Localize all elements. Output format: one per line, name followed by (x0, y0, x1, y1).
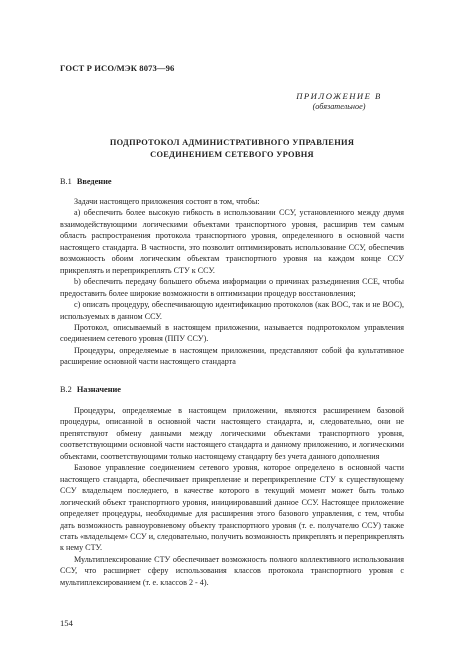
appendix-status: (обязательное) (312, 102, 366, 111)
appendix-label: ПРИЛОЖЕНИЕ В (296, 91, 382, 101)
appendix-heading (274, 91, 404, 111)
paragraph: а) обеспечить более высокую гибкость в использовании ССУ, установленного между двумя взаимодействующими логическими объектами транспортного уровня, расширив тем самым область распространения протокола транспортного уровня, определенного в основной части настоящего стандарта. В частности, это позволит оптимизировать использование ССУ, обеспечив возможность обоим логическим объектам транспортного уровня на каждом конце ССУ прикреплять и переприкреплять СТУ к ССУ. (60, 208, 404, 275)
section-heading-b2 (60, 385, 404, 394)
section-title: Введение (76, 177, 112, 186)
paragraph: b) обеспечить передачу большего объема информации о причинах разъединения ССЕ, чтобы предоставить более широкие возможности в оптимизации процедур восстановления; (60, 277, 404, 298)
page-number: 154 (60, 618, 73, 628)
document-title (60, 137, 404, 161)
paragraph: Процедуры, определяемые в настоящем приложении, являются расширением базовой процедуры, описанной в основной части настоящего стандарта, и, следовательно, они не препятствуют обмену данными между логическими объектами транспортного уровня, соответствующими основной части настоящего стандарта и данному приложению, и логическими объектами, соответствующими только настоящему стандарту без учета данного дополнения (60, 406, 404, 461)
section-body-b2 (60, 405, 404, 588)
paragraph: Базовое управление соединением сетевого уровня, которое определено в основной части настоящего стандарта, обеспечивает прикрепление и переприкрепление СТУ к существующему ССУ владельцем последнего, в качестве которого в текущий момент может быть только логический объект транспортного уровня, инициировавший данное ССУ. Настоящее приложение определяет процедуры, необходимые для расширения этого базового управления, с тем, чтобы дать возможность равноуровневому объекту транспортного уровня (т. е. получателю ССУ) также стать «владельцем» ССУ и, следовательно, получить возможность прикреплять и переприкреплять к нему СТУ. (60, 463, 404, 553)
paragraph: Процедуры, определяемые в настоящем приложении, представляют собой фа культативное расширение основной части настоящего стандарта (60, 345, 404, 367)
paragraph: Протокол, описываемый в настоящем приложении, называется подпротоколом управления соединением сетевого уровня (ППУ ССУ). (60, 322, 404, 344)
section-body-b1 (60, 196, 404, 368)
title-line-2: СОЕДИНЕНИЕМ СЕТЕВОГО УРОВНЯ (150, 150, 314, 159)
title-line-1: ПОДПРОТОКОЛ АДМИНИСТРАТИВНОГО УПРАВЛЕНИЯ (109, 138, 355, 147)
paragraph: Мультиплексирование СТУ обеспечивает возможность полного коллективного использования ССУ, что расширяет сферу использования классов протокола транспортного уровня с мультиплексированием (т. е. классов 2 - 4). (60, 554, 404, 587)
paragraph: Задачи настоящего приложения состоят в том, чтобы: (74, 197, 260, 206)
section-heading-b1 (60, 177, 404, 186)
section-title: Назначение (76, 385, 121, 394)
section-number: В.2 (60, 385, 72, 394)
section-number: В.1 (60, 177, 72, 186)
standard-header: ГОСТ Р ИСО/МЭК 8073—96 (60, 63, 175, 73)
paragraph: с) описать процедуру, обеспечивающую идентификацию протоколов (как ВОС, так и не ВОС), используемых в данном ССУ. (60, 300, 404, 321)
